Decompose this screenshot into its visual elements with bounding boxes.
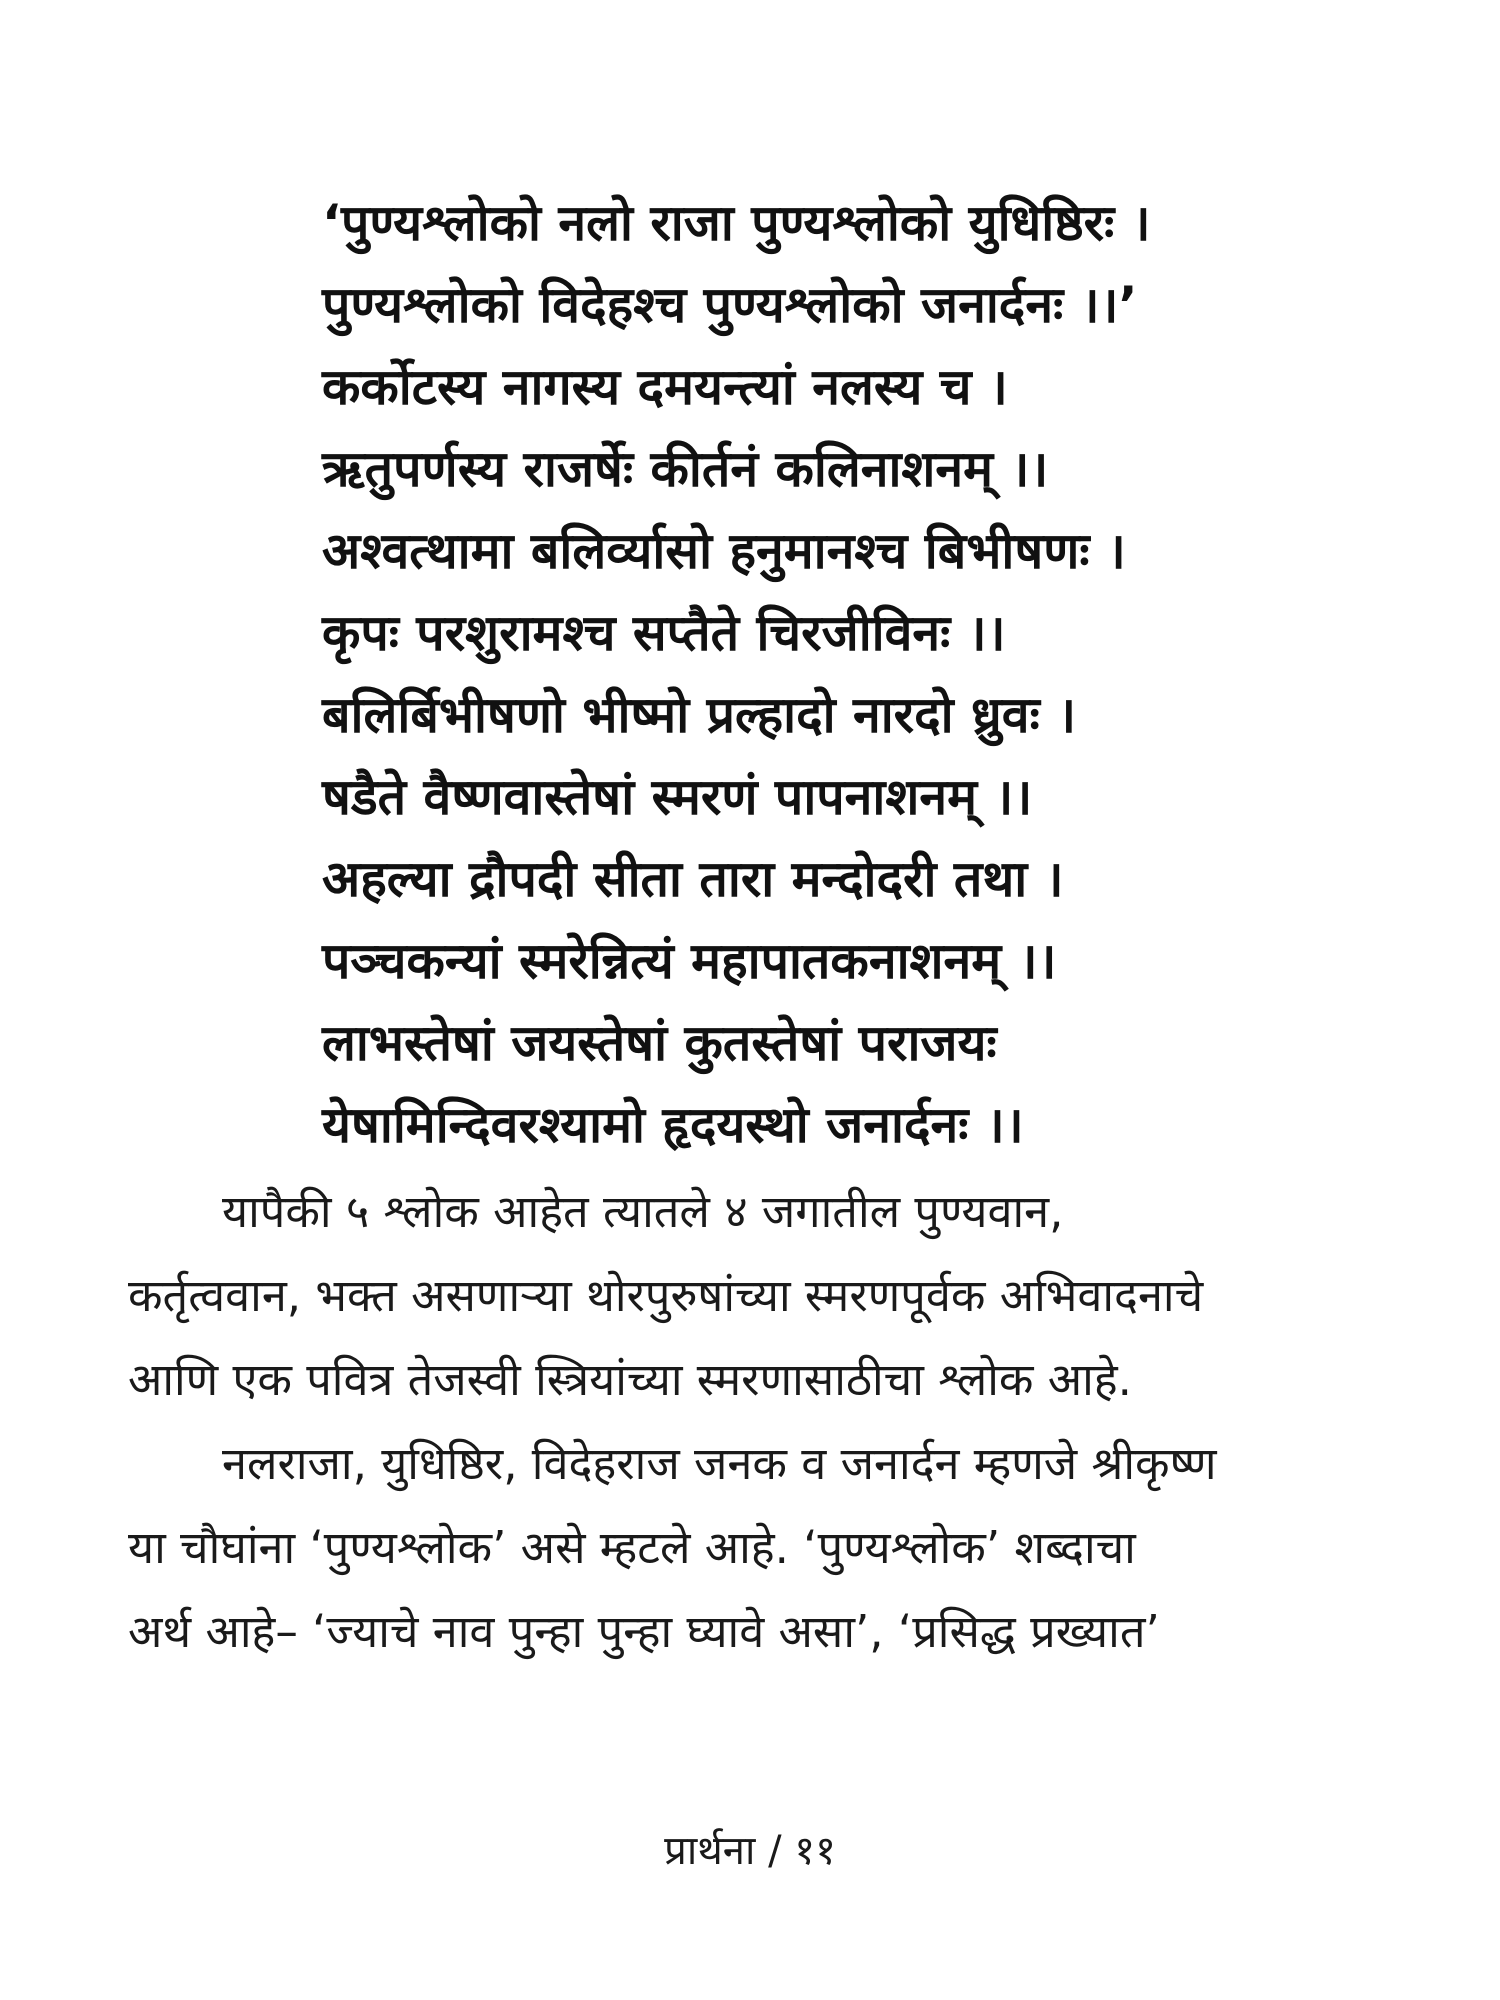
page-footer: प्रार्थना / ११	[664, 1828, 836, 1874]
verse-line: कर्कोटस्य नागस्य दमयन्त्यां नलस्य च ।	[322, 358, 1008, 416]
verse-line: लाभस्तेषां जयस्तेषां कुतस्तेषां पराजयः	[322, 1014, 997, 1072]
verse-line: षडैते वैष्णवास्तेषां स्मरणं पापनाशनम् ।।	[322, 768, 1033, 826]
paragraph-2-line-3: अर्थ आहे– ‘ज्याचे नाव पुन्हा पुन्हा घ्यावे असा’, ‘प्रसिद्ध प्रख्यात’	[128, 1605, 1160, 1658]
paragraph-1-line-3: आणि एक पवित्र तेजस्वी स्त्रियांच्या स्मरणासाठीचा श्लोक आहे.	[128, 1353, 1132, 1406]
verse-line: पञ्चकन्यां स्मरेन्नित्यं महापातकनाशनम् ।।	[322, 932, 1057, 990]
verse-line: ‘पुण्यश्लोको नलो राजा पुण्यश्लोको युधिष्ठिरः ।	[322, 194, 1151, 252]
sanskrit-verses	[322, 182, 1452, 1166]
paragraph-1-line-1: यापैकी ५ श्लोक आहेत त्यातले ४ जगातील पुण्यवान,	[222, 1185, 1064, 1238]
verse-line: अश्वत्थामा बलिर्व्यासो हनुमानश्च बिभीषणः ।	[322, 522, 1126, 580]
marathi-commentary	[128, 1170, 1398, 1674]
verse-line: अहल्या द्रौपदी सीता तारा मन्दोदरी तथा ।	[322, 850, 1064, 908]
paragraph-2-line-2: या चौघांना ‘पुण्यश्लोक’ असे म्हटले आहे. ‘पुण्यश्लोक’ शब्दाचा	[128, 1521, 1136, 1574]
verse-line: कृपः परशुरामश्च सप्तैते चिरजीविनः ।।	[322, 604, 1006, 662]
verse-line: बलिर्बिभीषणो भीष्मो प्रल्हादो नारदो ध्रुवः ।	[322, 686, 1077, 744]
verse-line: येषामिन्दिवरश्यामो हृदयस्थो जनार्दनः ।।	[322, 1096, 1024, 1154]
verse-line: पुण्यश्लोको विदेहश्च पुण्यश्लोको जनार्दनः ।।’	[322, 276, 1138, 334]
paragraph-1-line-2: कर्तृत्ववान, भक्त असणाऱ्या थोरपुरुषांच्या स्मरणपूर्वक अभिवादनाचे	[128, 1269, 1204, 1322]
verse-line: ऋतुपर्णस्य राजर्षेः कीर्तनं कलिनाशनम् ।।	[322, 440, 1049, 498]
paragraph-2-line-1: नलराजा, युधिष्ठिर, विदेहराज जनक व जनार्दन म्हणजे श्रीकृष्ण	[222, 1437, 1217, 1490]
